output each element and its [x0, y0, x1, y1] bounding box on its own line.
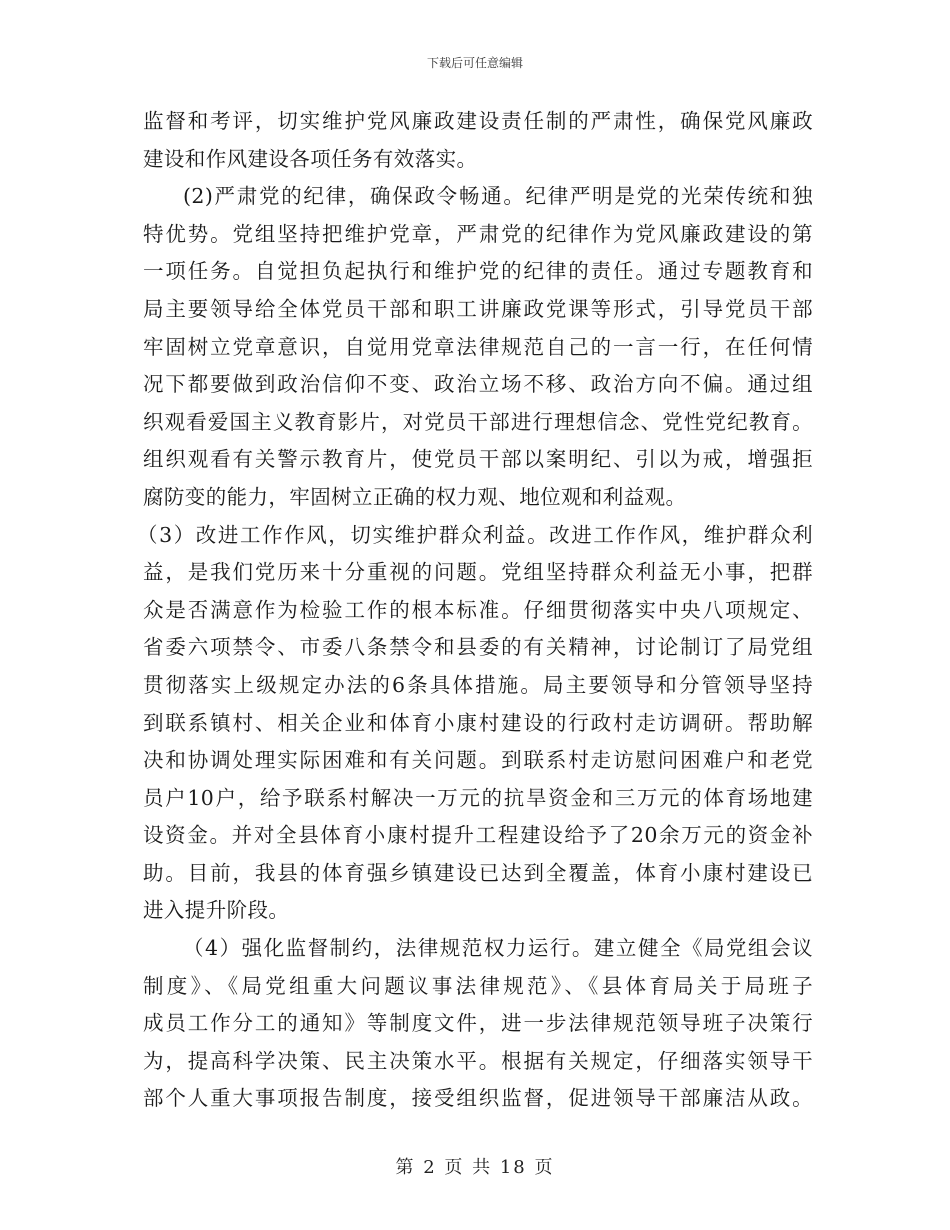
paragraph-2-line-8: 组织观看有关警示教育片，使党员干部以案明纪、引以为戒，增强拒: [143, 447, 813, 472]
paragraph-4-line-2: 制度》、《局党组重大问题议事法律规范》、《县体育局关于局班子: [143, 973, 813, 998]
paragraph-2-line-5: 牢固树立党章意识，自觉用党章法律规范自己的一言一行，在任何情: [143, 334, 813, 359]
paragraph-2-line-3: 一项任务。自觉担负起执行和维护党的纪律的责任。通过专题教育和: [143, 259, 813, 284]
paragraph-3-line-10: 助。目前，我县的体育强乡镇建设已达到全覆盖，体育小康村建设已: [143, 860, 813, 885]
paragraph-3-line-7: 决和协调处理实际困难和有关问题。到联系村走访慰问困难户和老党: [143, 748, 813, 773]
paragraph-2-line-7: 织观看爱国主义教育影片，对党员干部进行理想信念、党性党纪教育。: [143, 409, 813, 434]
paragraph-4-line-3: 成员工作分工的通知》等制度文件，进一步法律规范领导班子决策行: [143, 1011, 813, 1036]
paragraph-2-line-9: 腐防变的能力，牢固树立正确的权力观、地位观和利益观。: [143, 484, 687, 509]
paragraph-2-line-2: 特优势。党组坚持把维护党章，严肃党的纪律作为党风廉政建设的第: [143, 221, 813, 246]
paragraph-1-line-1: 监督和考评，切实维护党风廉政建设责任制的严肃性，确保党风廉政: [143, 109, 813, 133]
paragraph-1-line-2: 建设和作风建设各项任务有效落实。: [143, 146, 478, 171]
paragraph-4-line-1: （4）强化监督制约，法律规范权力运行。建立健全《局党组会议: [183, 936, 813, 961]
paragraph-2-line-1: (2)严肃党的纪律，确保政令畅通。纪律严明是党的光荣传统和独: [183, 184, 813, 209]
paragraph-2-line-6: 况下都要做到政治信仰不变、政治立场不移、政治方向不偏。通过组: [143, 372, 813, 397]
paragraph-2-line-4: 局主要领导给全体党员干部和职工讲廉政党课等形式，引导党员干部: [143, 296, 813, 321]
paragraph-4-line-5: 部个人重大事项报告制度，接受组织监督，促进领导干部廉洁从政。: [143, 1086, 813, 1111]
page-header-note: 下载后可任意编辑: [426, 56, 523, 70]
paragraph-3-line-9: 设资金。并对全县体育小康村提升工程建设给予了20余万元的资金补: [143, 823, 813, 848]
document-body: [137, 103, 813, 1118]
paragraph-3-line-11: 进入提升阶段。: [143, 898, 290, 923]
paragraph-3-line-2: 益，是我们党历来十分重视的问题。党组坚持群众利益无小事，把群: [143, 560, 813, 585]
paragraph-4-line-4: 为，提高科学决策、民主决策水平。根据有关规定，仔细落实领导干: [143, 1048, 813, 1073]
paragraph-3-line-1: （3）改进工作作风，切实维护群众利益。改进工作作风，维护群众利: [137, 522, 813, 547]
paragraph-3-line-4: 省委六项禁令、市委八条禁令和县委的有关精神，讨论制订了局党组: [143, 635, 813, 660]
page-number-footer: 第 2 页 共 18 页: [395, 1157, 555, 1178]
paragraph-3-line-3: 众是否满意作为检验工作的根本标准。仔细贯彻落实中央八项规定、: [143, 597, 813, 622]
paragraph-3-line-5: 贯彻落实上级规定办法的6条具体措施。局主要领导和分管领导坚持: [143, 672, 813, 697]
paragraph-3-line-8: 员户10户，给予联系村解决一万元的抗旱资金和三万元的体育场地建: [143, 785, 813, 810]
paragraph-3-line-6: 到联系镇村、相关企业和体育小康村建设的行政村走访调研。帮助解: [143, 710, 813, 735]
